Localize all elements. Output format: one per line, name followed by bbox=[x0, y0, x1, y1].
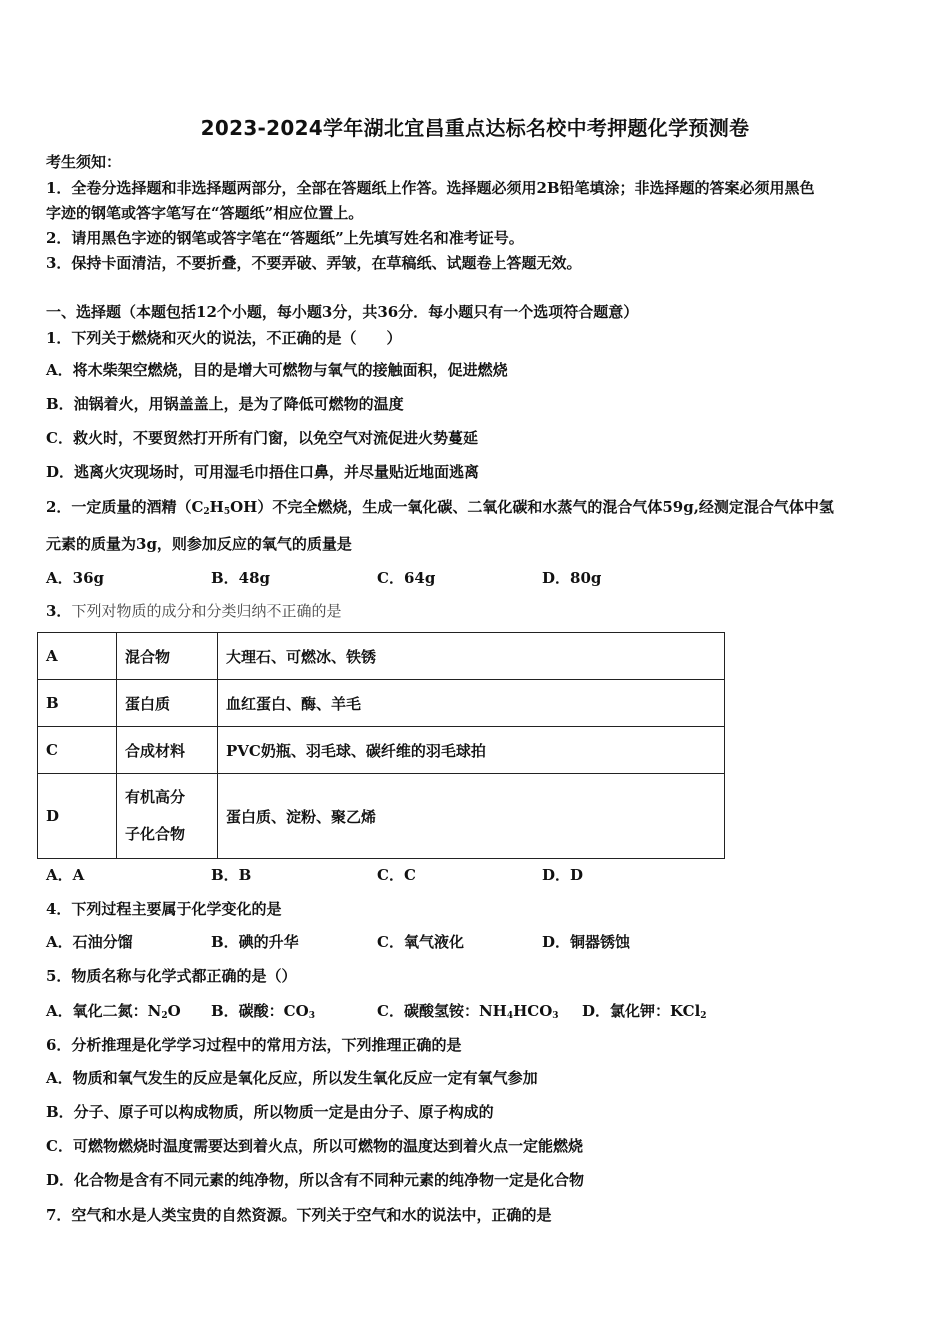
table-cell-label: B bbox=[38, 680, 117, 727]
question-5-options bbox=[46, 1001, 926, 1021]
table-cell-category: 合成材料 bbox=[117, 727, 218, 774]
notice-header: 考生须知： bbox=[46, 153, 122, 171]
notice-item: 3．保持卡面清洁，不要折叠，不要弄破、弄皱，在草稿纸、试题卷上答题无效。 bbox=[46, 254, 582, 272]
table-row bbox=[38, 774, 725, 859]
notice-item: 2．请用黑色字迹的钢笔或答字笔在“答题纸”上先填写姓名和准考证号。 bbox=[46, 229, 524, 247]
option-d: D．D bbox=[542, 866, 584, 884]
table-cell-items: 血红蛋白、酶、羊毛 bbox=[218, 680, 725, 727]
question-6-option: C．可燃物燃烧时温度需要达到着火点，所以可燃物的温度达到着火点一定能燃烧 bbox=[46, 1137, 583, 1155]
table-row bbox=[38, 727, 725, 774]
table-cell-label: C bbox=[38, 727, 117, 774]
question-1-option: A．将木柴架空燃烧，目的是增大可燃物与氧气的接触面积，促进燃烧 bbox=[46, 361, 508, 379]
question-1-option: B．油锅着火，用锅盖盖上，是为了降低可燃物的温度 bbox=[46, 395, 404, 413]
table-cell-items: PVC奶瓶、羽毛球、碳纤维的羽毛球拍 bbox=[218, 727, 725, 774]
question-7-stem: 7．空气和水是人类宝贵的自然资源。下列关于空气和水的说法中，正确的是 bbox=[46, 1206, 552, 1224]
question-3-stem: 3．下列对物质的成分和分类归纳不正确的是 bbox=[46, 602, 342, 620]
section-heading: 一、选择题（本题包括12个小题，每小题3分，共36分．每小题只有一个选项符合题意） bbox=[46, 303, 639, 321]
question-3-options bbox=[46, 865, 926, 885]
table-cell-category: 蛋白质 bbox=[117, 680, 218, 727]
question-2-stem-continued: 元素的质量为3g，则参加反应的氧气的质量是 bbox=[46, 535, 352, 553]
classification-table bbox=[37, 632, 725, 859]
table-row bbox=[38, 633, 725, 680]
option-d: D．氯化钾：KCl$_2$ bbox=[582, 1002, 707, 1021]
option-d: D．80g bbox=[542, 569, 602, 587]
option-c: C．氧气液化 bbox=[377, 933, 464, 951]
option-a: A．石油分馏 bbox=[46, 933, 133, 951]
question-5-stem: 5．物质名称与化学式都正确的是（） bbox=[46, 967, 297, 985]
table-cell-items: 大理石、可燃冰、铁锈 bbox=[218, 633, 725, 680]
question-6-option: B．分子、原子可以构成物质，所以物质一定是由分子、原子构成的 bbox=[46, 1103, 494, 1121]
table-cell-items: 蛋白质、淀粉、聚乙烯 bbox=[218, 774, 725, 859]
page-title: 2023-2024学年湖北宜昌重点达标名校中考押题化学预测卷 bbox=[200, 116, 750, 140]
question-6-stem: 6．分析推理是化学学习过程中的常用方法，下列推理正确的是 bbox=[46, 1036, 462, 1054]
option-b: B．48g bbox=[211, 569, 271, 587]
option-b: B．碳酸：$CO_3$ bbox=[211, 1002, 315, 1021]
option-a: A．A bbox=[46, 866, 85, 884]
question-2-stem: 2．一定质量的酒精$(C_2H_5OH)$不完全燃烧，生成一氧化碳、二氧化碳和水蒸气的混合气体59g,经测定混合气体中氢 bbox=[46, 498, 834, 517]
question-1-stem: 1．下列关于燃烧和灭火的说法，不正确的是（ ） bbox=[46, 329, 402, 347]
question-2-options bbox=[46, 568, 926, 588]
question-4-stem: 4．下列过程主要属于化学变化的是 bbox=[46, 900, 282, 918]
notice-item: 字迹的钢笔或答字笔写在“答题纸”相应位置上。 bbox=[46, 204, 364, 222]
option-d: D．铜器锈蚀 bbox=[542, 933, 631, 951]
notice-item: 1．全卷分选择题和非选择题两部分，全部在答题纸上作答。选择题必须用2B铅笔填涂；非选择题的答案必须用黑色 bbox=[46, 179, 815, 197]
category-line: 子化合物 bbox=[125, 825, 186, 843]
question-1-option: C．救火时，不要贸然打开所有门窗，以免空气对流促进火势蔓延 bbox=[46, 429, 478, 447]
category-line: 有机高分 bbox=[125, 788, 186, 806]
option-b: B．碘的升华 bbox=[211, 933, 299, 951]
option-c: C．C bbox=[377, 866, 416, 884]
question-6-option: D．化合物是含有不同元素的纯净物，所以含有不同种元素的纯净物一定是化合物 bbox=[46, 1171, 585, 1189]
table-cell-category bbox=[117, 774, 218, 859]
option-c: C．64g bbox=[377, 569, 436, 587]
option-a: A．氧化二氮：$N_2O$ bbox=[46, 1002, 181, 1021]
table-row bbox=[38, 680, 725, 727]
option-a: A．36g bbox=[46, 569, 105, 587]
table-cell-label: A bbox=[38, 633, 117, 680]
question-6-option: A．物质和氧气发生的反应是氧化反应，所以发生氧化反应一定有氧气参加 bbox=[46, 1069, 538, 1087]
question-4-options bbox=[46, 932, 926, 952]
table-cell-label: D bbox=[38, 774, 117, 859]
question-1-option: D．逃离火灾现场时，可用湿毛巾捂住口鼻，并尽量贴近地面逃离 bbox=[46, 463, 480, 481]
option-b: B．B bbox=[211, 866, 252, 884]
table-cell-category: 混合物 bbox=[117, 633, 218, 680]
option-c: C．碳酸氢铵：$NH_4HCO_3$ bbox=[377, 1002, 559, 1021]
